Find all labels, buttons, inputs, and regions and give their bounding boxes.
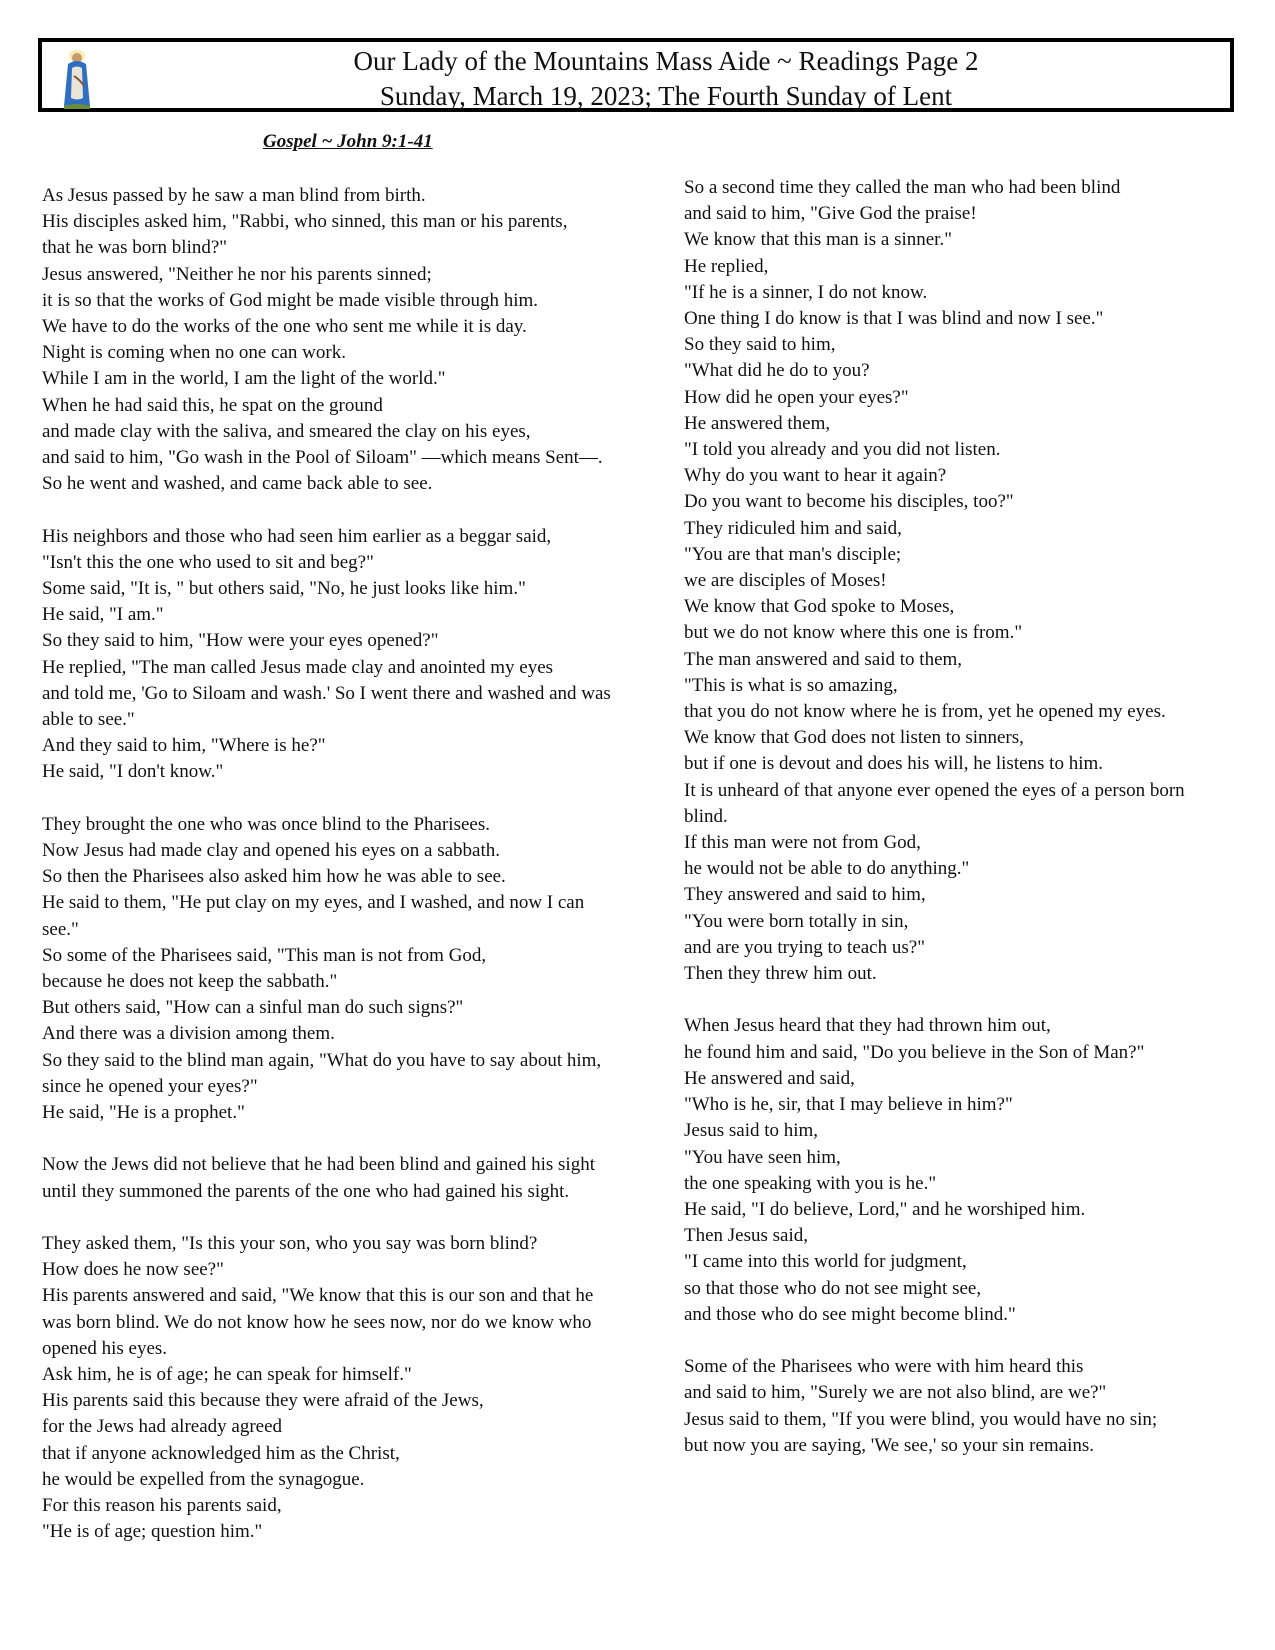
reading-paragraph: His neighbors and those who had seen him earlier as a beggar said, "Isn't this the one who used to sit and beg?" Some said, "It is, " but others said, "No, he just looks like him." He said, "I am." So they said to him, "How were your eyes opened?" He replied, "The man called Jesus made clay and anointed my eyes and told me, 'Go to Siloam and wash.' So I went there and washed and was able to see." And they said to him, "Where is he?" He said, "I don't know.": [42, 525, 611, 783]
reading-right-column: [684, 175, 1244, 1485]
reading-paragraph: Some of the Pharisees who were with him heard this and said to him, "Surely we are not also blind, are we?" Jesus said to them, "If you were blind, you would have no sin; but now you are saying, 'We see,' so your sin remains.: [684, 1356, 1158, 1456]
reading-paragraph: As Jesus passed by he saw a man blind from birth. His disciples asked him, "Rabbi, who sinned, this man or his parents, that he was born blind?" Jesus answered, "Neither he nor his parents sinned; it is so that the works of God might be made visible through him. We have to do the works of the one who sent me while it is day. Night is coming when no one can work. While I am in the world, I am the light of the world." When he had said this, he spat on the ground and made clay with the saliva, and smeared the clay on his eyes, and said to him, "Go wash in the Pool of Siloam" —which means Sent—. So he went and washed, and came back able to see.: [42, 185, 603, 495]
gospel-heading: Gospel ~ John 9:1-41: [263, 131, 433, 152]
page-header: [38, 38, 1234, 112]
reading-paragraph: So a second time they called the man who had been blind and said to him, "Give God the praise! We know that this man is a sinner." He replied, "If he is a sinner, I do not know. One thing I do know is that I was blind and now I see." So they said to him, "What did he do to you? How did he open your eyes?" He answered them, "I told you already and you did not listen. Why do you want to hear it again? Do you want to become his disciples, too?" They ridiculed him and said, "You are that man's disciple; we are disciples of Moses! We know that God spoke to Moses, but we do not know where this one is from." The man answered and said to them, "This is what is so amazing, that you do not know where he is from, yet he opened my eyes. We know that God does not listen to sinners, but if one is devout and does his will, he listens to him. It is unheard of that anyone ever opened the eyes of a person born blind. If this man were not from God, he would not be able to do anything." They answered and said to him, "You were born totally in sin, and are you trying to teach us?" Then they threw him out.: [684, 177, 1185, 985]
header-title-line1: Our Lady of the Mountains Mass Aide ~ Readings Page 2: [353, 46, 979, 76]
reading-left-column: [42, 183, 674, 1572]
reading-paragraph: Now the Jews did not believe that he had been blind and gained his sight until they summoned the parents of the one who had gained his sight.: [42, 1154, 595, 1202]
reading-paragraph: They asked them, "Is this your son, who you say was born blind? How does he now see?" His parents answered and said, "We know that this is our son and that he was born blind. We do not know how he sees now, nor do we know who opened his eyes. Ask him, he is of age; he can speak for himself." His parents said this because they were afraid of the Jews, for the Jews had already agreed that if anyone acknowledged him as the Christ, he would be expelled from the synagogue. For this reason his parents said, "He is of age; question him.": [42, 1233, 594, 1543]
reading-paragraph: They brought the one who was once blind to the Pharisees. Now Jesus had made clay and opened his eyes on a sabbath. So then the Pharisees also asked him how he was able to see. He said to them, "He put clay on my eyes, and I washed, and now I can see." So some of the Pharisees said, "This man is not from God, because he does not keep the sabbath." But others said, "How can a sinful man do such signs?" And there was a division among them. So they said to the blind man again, "What do you have to say about him, since he opened your eyes?" He said, "He is a prophet.": [42, 813, 602, 1124]
header-title-line2: Sunday, March 19, 2023; The Fourth Sunday of Lent: [379, 81, 953, 111]
reading-paragraph: When Jesus heard that they had thrown him out, he found him and said, "Do you believe in the Son of Man?" He answered and said, "Who is he, sir, that I may believe in him?" Jesus said to him, "You have seen him, the one speaking with you is he." He said, "I do believe, Lord," and he worshiped him. Then Jesus said, "I came into this world for judgment, so that those who do not see might see, and those who do see might become blind.": [684, 1015, 1145, 1325]
madonna-image-icon: [54, 46, 100, 110]
